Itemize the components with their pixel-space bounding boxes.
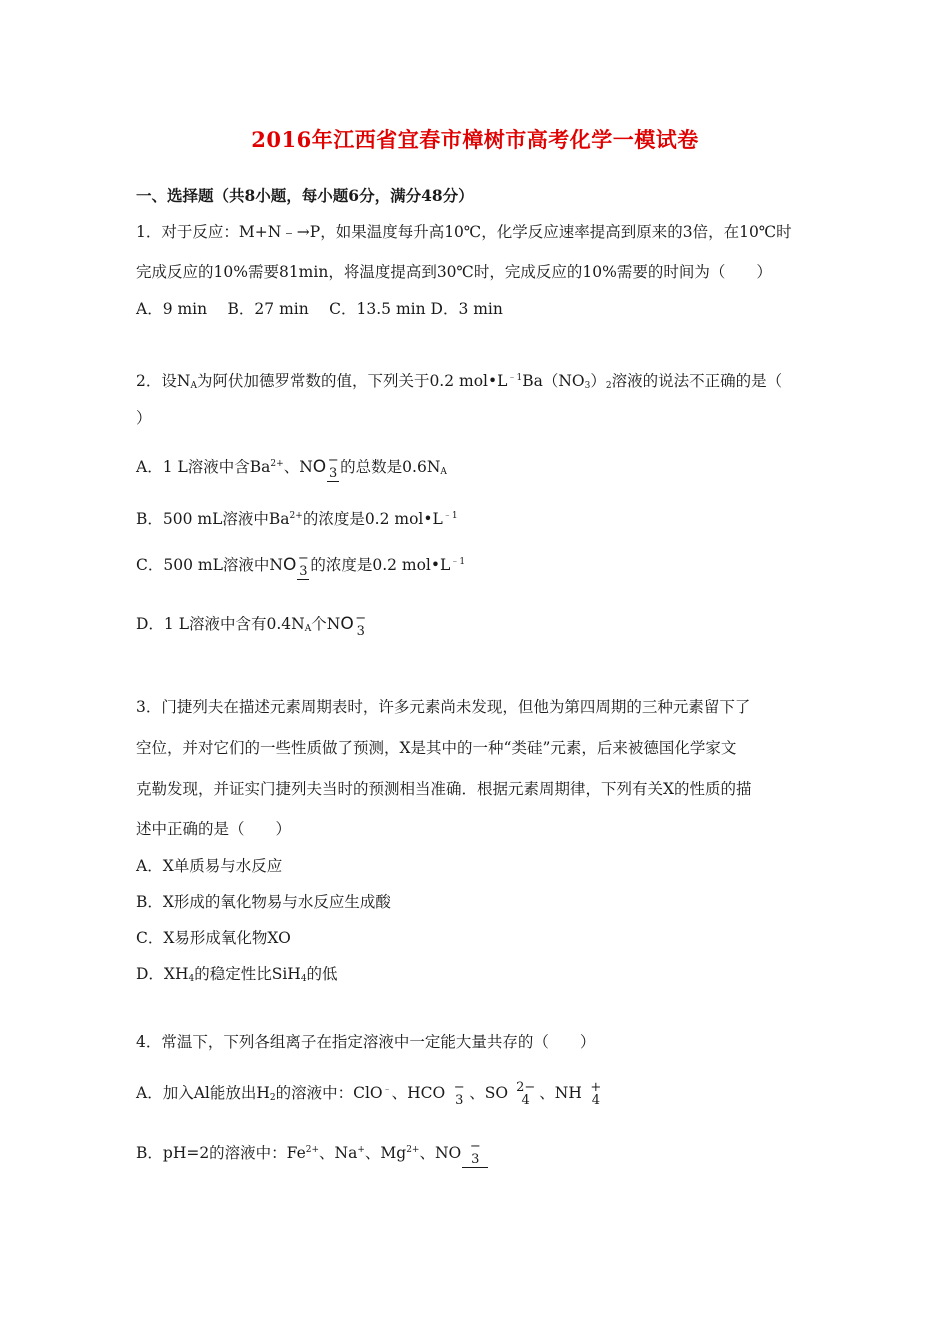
q4-option-b: B．pH=2的溶液中：$Fe^{2+}$、Na+、$Mg^{2+}$、NO − 3	[136, 1140, 489, 1168]
bicarbonate-ion: − 3	[453, 1080, 465, 1108]
q2-line2: ）	[136, 409, 152, 427]
q2-option-a: A．1 L溶液中含$Ba^{2+}$、NO − 3 的总数是$0.6N_A$	[136, 453, 447, 481]
q3-option-b: B．X形成的氧化物易与水反应生成酸	[136, 893, 391, 911]
q3-line2: 空位，并对它们的一些性质做了预测，X是其中的一种“类硅”元素，后来被德国化学家文	[136, 739, 737, 757]
nitrate-ion: − 3	[355, 611, 367, 639]
q3-line3: 克勒发现，并证实门捷列夫当时的预测相当准确．根据元素周期律，下列有关X的性质的描	[136, 780, 752, 798]
q3-line1: 3．门捷列夫在描述元素周期表时，许多元素尚未发现，但他为第四周期的三种元素留下了	[136, 698, 751, 716]
nitrate-ion: − 3	[327, 453, 339, 481]
sulfate-ion: 2− 4	[516, 1080, 536, 1108]
q1-line1: 1．对于反应：M+N﹣→P，如果温度每升高10℃，化学反应速率提高到原来的3倍，在10℃时	[136, 223, 792, 241]
exam-title: 2016年江西省宜春市樟树市高考化学一模试卷	[251, 127, 699, 152]
q2-option-c: C．500 mL溶液中NO − 3 的浓度是0.2 $mol•L^{﹣1}$	[136, 551, 466, 579]
q3-option-a: A．X单质易与水反应	[136, 857, 283, 875]
nitrate-ion: − 3	[462, 1140, 488, 1168]
q1-options: A．9 min B．27 min C．13.5 min D．3 min	[136, 300, 503, 318]
q2-option-d: D．1 L溶液中含有$0.4N_A$个NO − 3	[136, 611, 367, 639]
q3-option-d: D．$XH_4$的稳定性比SiH$_4$的低	[136, 965, 338, 984]
q3-option-c: C．X易形成氧化物XO	[136, 929, 291, 947]
q2-option-b: B．500 mL溶液中$Ba^{2+}$的浓度是0.2 $mol•L^{﹣1}$	[136, 510, 458, 528]
q1-line2: 完成反应的10%需要81min，将温度提高到30℃时，完成反应的10%需要的时间为（ ）	[136, 263, 772, 281]
section-heading: 一、选择题（共8小题，每小题6分，满分48分）	[136, 186, 474, 205]
ammonium-ion: + 4	[590, 1080, 602, 1108]
nitrate-ion: − 3	[297, 551, 309, 579]
q4-option-a: A．加入Al能放出$H_2$的溶液中：ClO﹣、HCO − 3 、SO 2− 4 、NH + 4	[136, 1080, 602, 1108]
q3-line4: 述中正确的是（ ）	[136, 820, 292, 838]
q2-line1: 2．设$N_A$为阿伏加德罗常数的值，下列关于0.2 $mol•L^{﹣1}Ba(NO_3)_2$溶液的说法不正确的是（	[136, 372, 783, 391]
q4-line1: 4．常温下，下列各组离子在指定溶液中一定能大量共存的（ ）	[136, 1033, 596, 1051]
